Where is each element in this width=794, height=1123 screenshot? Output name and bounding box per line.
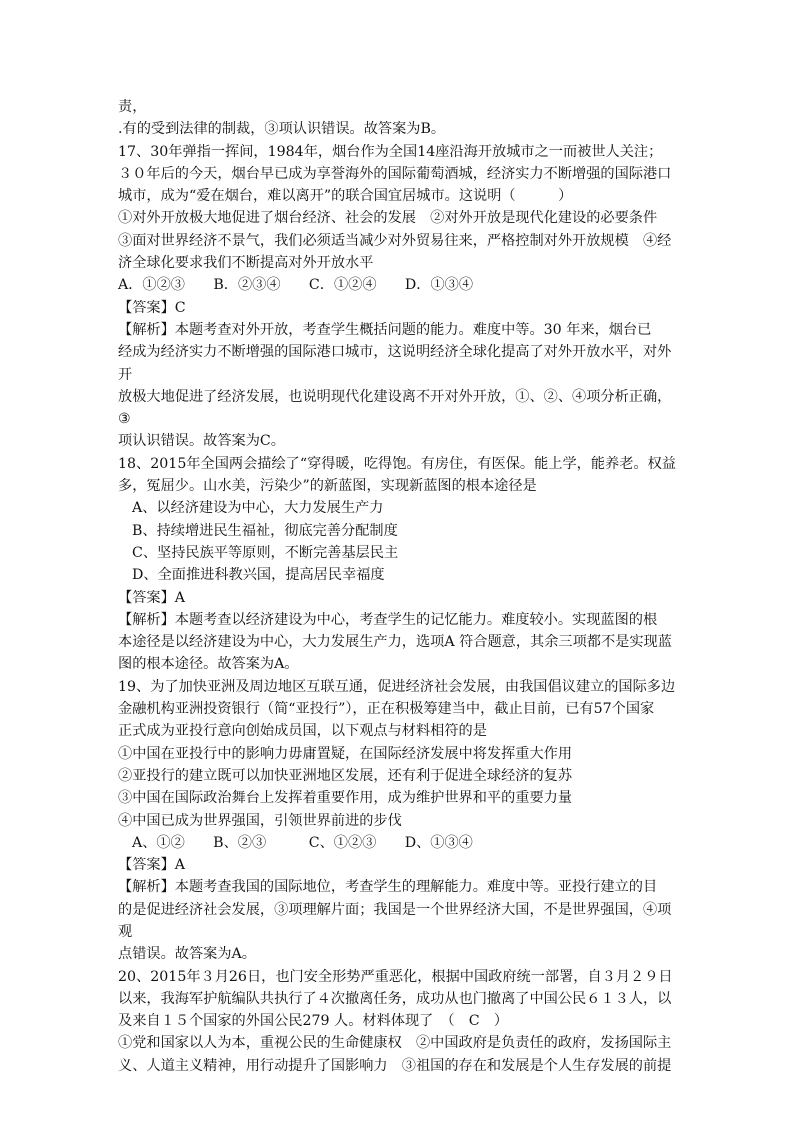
text-line: 项认识错误。故答案为C。: [118, 433, 285, 450]
text-line: 及来自１５个国家的外国公民279 人。材料体现了 （ C ）: [118, 1013, 509, 1030]
text-line: ①对外开放极大地促进了烟台经济、社会的发展 ②对外开放是现代化建设的必要条件: [118, 210, 658, 227]
question-19-stem: 19、为了加快亚洲及周边地区互联互通，促进经济社会发展，由我国倡议建立的国际多边: [118, 678, 676, 695]
text-line: ③: [118, 411, 131, 428]
text-line: 观: [118, 923, 133, 940]
text-line: 经成为经济实力不断增强的国际港口城市，这说明经济全球化提高了对外开放水平，对外: [118, 344, 672, 361]
text-line: 的是促进经济社会发展，③项理解片面；我国是一个世界经济大国，不是世界强国，④项: [118, 901, 672, 918]
text-line: 点错误。故答案为A。: [118, 946, 256, 963]
text-line: ３０年后的今天，烟台早已成为享誉海外的国际葡萄酒城，经济实力不断增强的国际港口: [118, 165, 672, 182]
statement-3: ③中国在国际政治舞台上发挥着重要作用，成为维护世界和平的重要力量: [118, 790, 573, 807]
answer-label: 【答案】A: [118, 589, 185, 606]
option-b: B、持续增进民生福祉，彻底完善分配制度: [132, 522, 398, 539]
text-line: 正式成为亚投行意向创始成员国，以下观点与材料相符的是: [118, 723, 487, 740]
text-line: 金融机构亚洲投资银行（简“亚投行”），正在积极筹建当中，截止目前，已有57个国家: [118, 701, 655, 718]
text-line: 以来，我海军护航编队共执行了４次撤离任务，成功从也门撤离了中国公民６１３人，以: [118, 990, 672, 1007]
text-line: 本途径是以经济建设为中心，大力发展生产力，选项A 符合题意，其余三项都不是实现蓝: [118, 634, 672, 651]
text-line: 责，: [118, 99, 147, 115]
document-page: [118, 96, 688, 1077]
statement-2: ②亚投行的建立既可以加快亚洲地区发展，还有利于促进全球经济的复苏: [118, 767, 573, 784]
text-line: 济全球化要求我们不断提高对外开放水平: [118, 255, 374, 272]
answer-label: 【答案】C: [118, 299, 186, 316]
text-line: 义、人道主义精神，用行动提升了国影响力 ③祖国的存在和发展是个人生存发展的前提: [118, 1057, 672, 1074]
answer-label: 【答案】A: [118, 857, 185, 874]
text-line: ③面对世界经济不景气，我们必须适当减少对外贸易往来，严格控制对外开放规模 ④经: [118, 232, 672, 249]
option-d: D、全面推进科教兴国，提高居民幸福度: [132, 567, 385, 584]
question-17-stem: 17、30年弹指一挥间，1984年，烟台作为全国14座沿海开放城市之一而被世人关注；: [118, 143, 663, 160]
option-c: C、坚持民族平等原则，不断完善基层民主: [132, 544, 399, 561]
statement-1: ①中国在亚投行中的影响力毋庸置疑，在国际经济发展中将发挥重大作用: [118, 745, 573, 762]
question-20-stem: 20、2015年３月26日，也门安全形势严重恶化，根据中国政府统一部署，自３月２９日: [118, 968, 673, 985]
question-17-options: A．①②③ B．②③④ C．①②④ D．①③④: [118, 277, 474, 294]
question-19-options: A、①② B、②③ C、①②③ D、①③④: [132, 834, 473, 851]
statement-4: ④中国已成为世界强国，引领世界前进的步伐: [118, 812, 402, 829]
analysis-text: 【解析】本题考查以经济建设为中心，考查学生的记忆能力。难度较小。实现蓝图的根: [118, 611, 658, 628]
text-line: 开: [118, 366, 133, 383]
text-line: ①党和国家以人为本，重视公民的生命健康权 ②中国政府是负责任的政府，发扬国际主: [118, 1035, 672, 1052]
analysis-text: 【解析】本题考查我国的国际地位，考查学生的理解能力。难度中等。亚投行建立的目: [118, 879, 658, 896]
text-line: 图的根本途径。故答案为A。: [118, 656, 299, 673]
text-line: 放极大地促进了经济发展，也说明现代化建设离不开对外开放，①、②、④项分析正确，: [118, 388, 672, 405]
text-line: 城市，成为“爱在烟台，难以离开”的联合国宜居城市。这说明（ ）: [118, 188, 573, 205]
question-18-stem: 18、2015年全国两会描绘了“穿得暖，吃得饱。有房住，有医保。能上学，能养老。权益: [118, 455, 676, 472]
text-line: 多，冤屈少。山水美，污染少”的新蓝图，实现新蓝图的根本途径是: [118, 478, 537, 495]
text-line: .有的受到法律的制裁，③项认识错误。故答案为B。: [118, 121, 446, 138]
option-a: A、以经济建设为中心，大力发展生产力: [132, 500, 384, 517]
analysis-text: 【解析】本题考查对外开放，考查学生概括问题的能力。难度中等。30 年来，烟台已: [118, 321, 652, 338]
